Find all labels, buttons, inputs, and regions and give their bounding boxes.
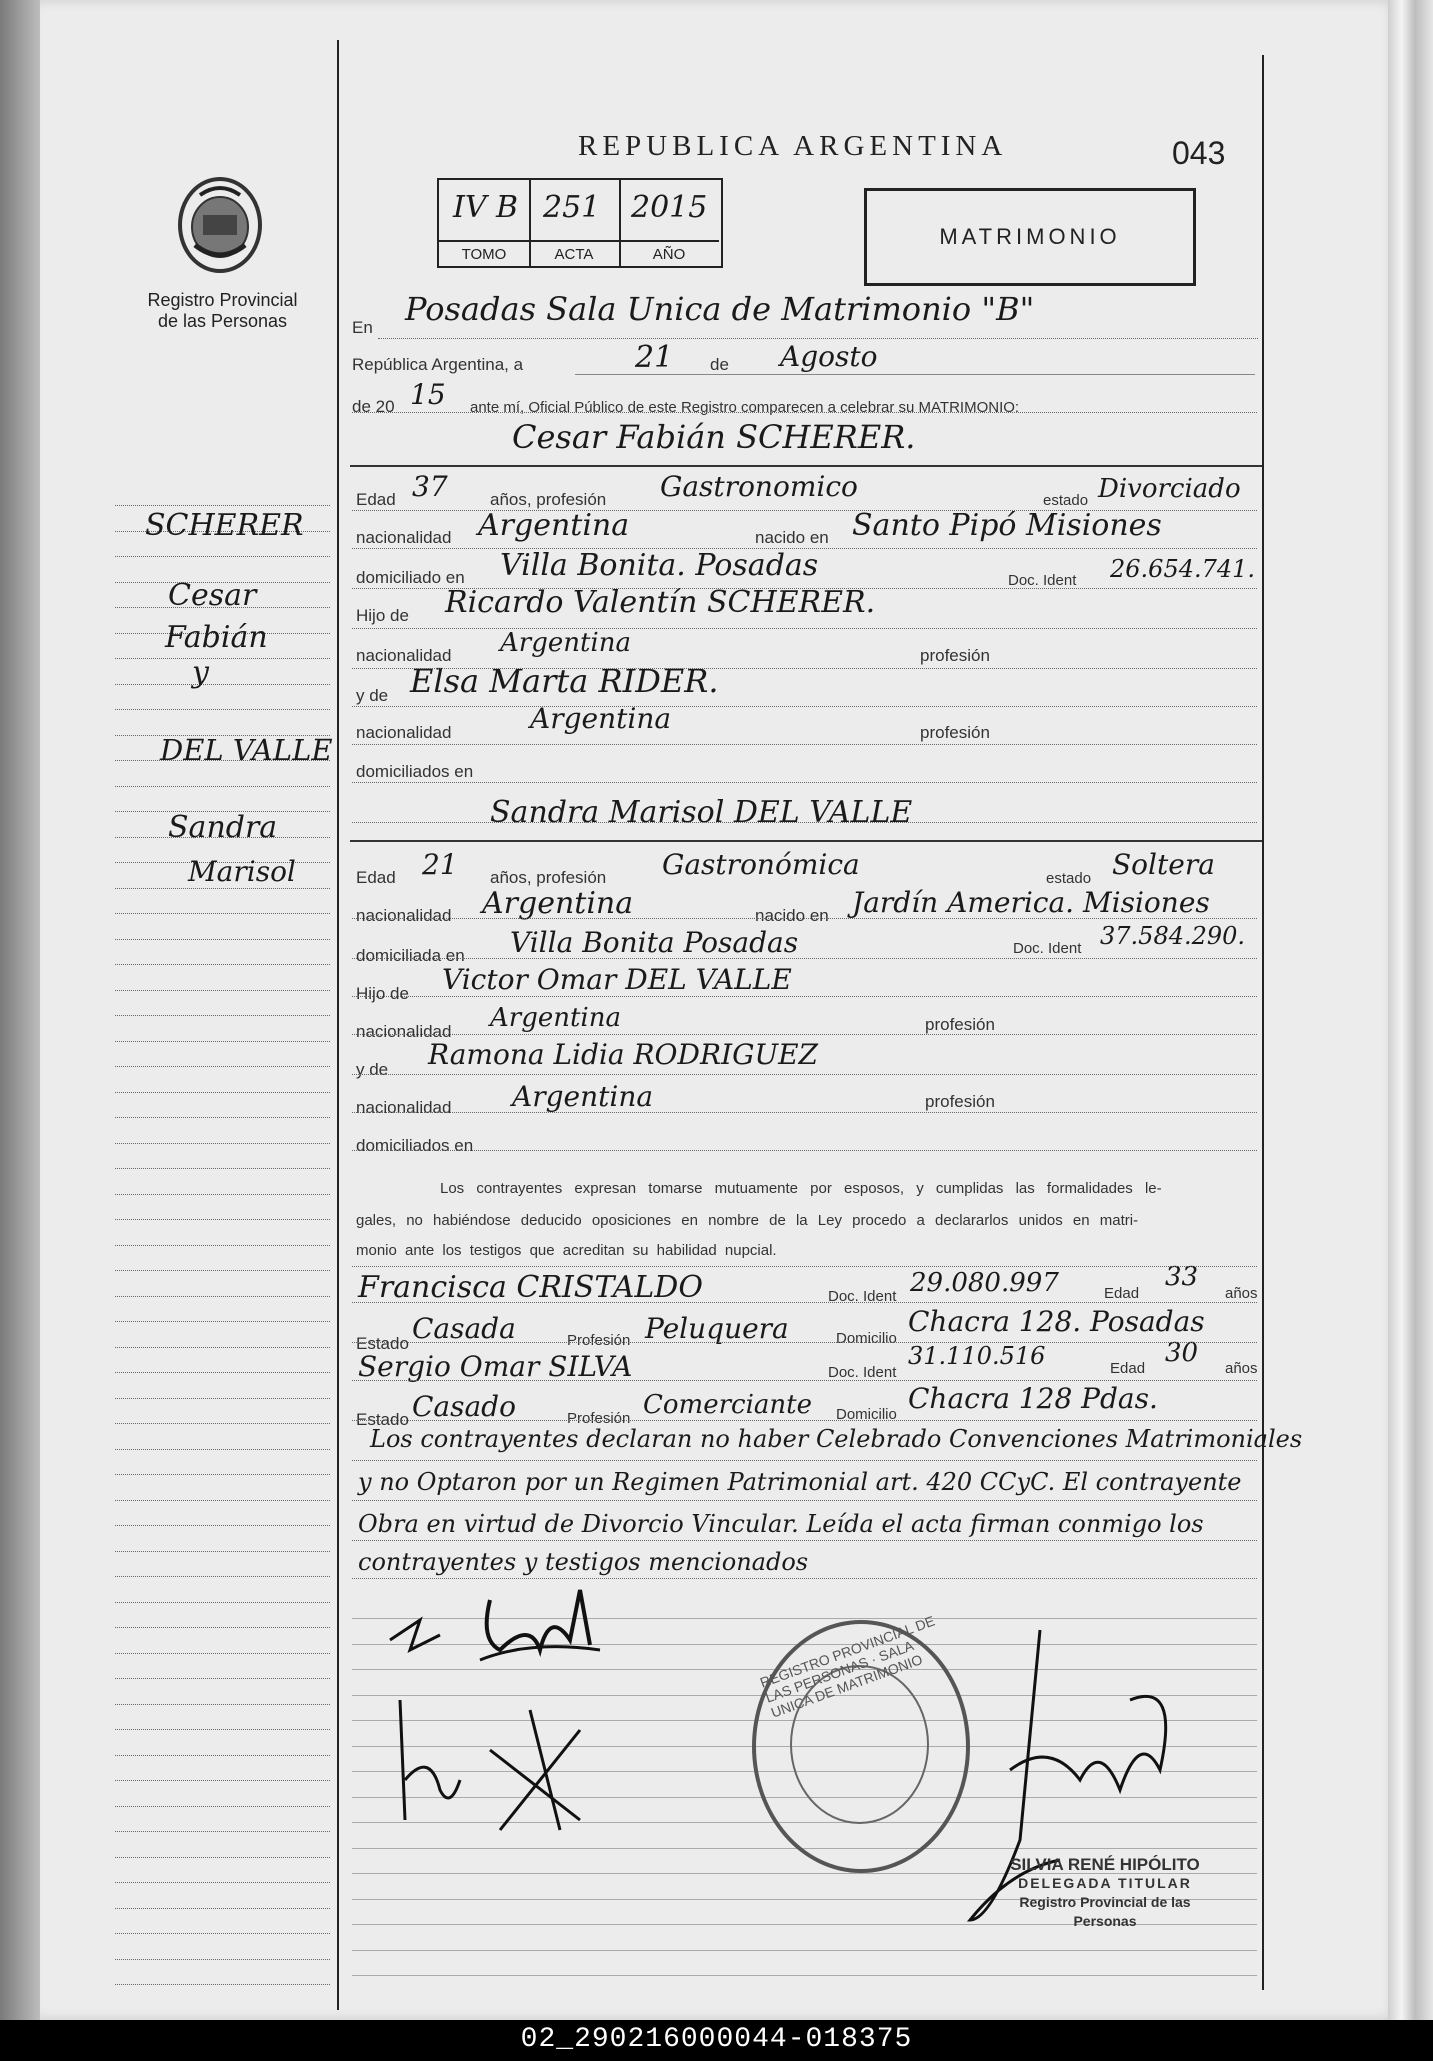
margin-rule (115, 1296, 330, 1297)
groom-nacionalidad-label: nacionalidad (356, 528, 452, 547)
book-binding-shadow (0, 0, 40, 2020)
image-code: 02_290216000044-018375 (520, 2024, 913, 2055)
acta-cell (529, 180, 621, 240)
groom-mother: Elsa Marta RIDER. (410, 662, 719, 700)
margin-rule (115, 1474, 330, 1475)
margin-rule (115, 1041, 330, 1042)
en-label: En (352, 318, 373, 337)
main-rule (352, 996, 1257, 997)
anio-value: 2015 (631, 190, 708, 225)
main-rule (352, 1150, 1257, 1151)
margin-groom-name2: Fabián (165, 620, 268, 655)
bride-profession: Gastronómica (662, 848, 860, 881)
groom-name-line (350, 465, 1262, 467)
margin-rule (115, 1321, 330, 1322)
margin-rule (115, 1449, 330, 1450)
margin-rule (115, 939, 330, 940)
groom-doc: 26.654.741. (1110, 555, 1256, 583)
groom-domiciliado-label: domiciliado en (356, 568, 465, 587)
declaration-line3: monio ante los testigos que acreditan su habilidad nupcial. (356, 1242, 777, 1259)
main-rule (352, 822, 1257, 823)
margin-rule (115, 913, 330, 914)
margin-rule (115, 1219, 330, 1220)
bride-name-line (350, 840, 1262, 842)
groom-nacido-label: nacido en (755, 528, 829, 547)
bride-domiciliada-label: domiciliada en (356, 946, 465, 965)
main-rule (352, 1578, 1257, 1579)
bride-domicile: Villa Bonita Posadas (510, 926, 799, 959)
witness2-domicilio-label: Domicilio (836, 1406, 897, 1423)
main-rule (352, 1266, 1257, 1267)
declaration-line1: Los contrayentes expresan tomarse mutuamente por esposos, y cumplidas las formalidades le- (440, 1180, 1162, 1197)
official-text: ante mí, Oficial Público de este Registro comparecen a celebrar su MATRIMONIO: (470, 399, 1020, 416)
groom-birthplace: Santo Pipó Misiones (852, 508, 1162, 543)
main-rule (352, 628, 1257, 629)
bride-mother-nat-label: nacionalidad (356, 1098, 452, 1117)
month-value: Agosto (780, 340, 878, 373)
acta-value: 251 (543, 190, 601, 225)
witness1-edad-label: Edad (1104, 1285, 1140, 1302)
main-rule (352, 510, 1257, 511)
bride-estado: Soltera (1112, 848, 1215, 881)
place-line (378, 338, 1258, 339)
bride-estado-label: estado (1046, 870, 1092, 887)
margin-rule (115, 684, 330, 685)
margin-rule (115, 1245, 330, 1246)
margin-rule (115, 1831, 330, 1832)
page-number: 043 (1172, 135, 1226, 171)
groom-father-nat-label: nacionalidad (356, 646, 452, 665)
acta-label: ACTA (529, 240, 621, 268)
official-role: DELEGADA TITULAR (1018, 1875, 1192, 1891)
witness2-doc-label: Doc. Ident (828, 1364, 897, 1381)
bride-domiciliados-label: domiciliados en (356, 1136, 474, 1155)
notes-line2: y no Optaron por un Regimen Patrimonial art. 420 CCyC. El contrayente (358, 1468, 1242, 1496)
main-rule (352, 1302, 1257, 1303)
margin-rule (115, 1959, 330, 1960)
act-type-box: MATRIMONIO (864, 188, 1196, 286)
tomo-label: TOMO (439, 240, 531, 268)
tomo-value: IV B (453, 190, 519, 225)
witness2-estado: Casado (412, 1390, 516, 1423)
groom-father: Ricardo Valentín SCHERER. (445, 585, 876, 620)
witness1-anios-label: años (1225, 1285, 1258, 1302)
margin-rule (115, 1423, 330, 1424)
main-rule (352, 744, 1257, 745)
registry-name (120, 290, 325, 332)
bride-birthplace: Jardín America. Misiones (852, 886, 1210, 919)
witness1-name: Francisca CRISTALDO (358, 1270, 703, 1305)
bride-mother-nat: Argentina (512, 1080, 654, 1113)
margin-rule (115, 1602, 330, 1603)
republica-label: República Argentina, a (352, 355, 524, 374)
main-rule (352, 958, 1257, 959)
witness2-profesion-label: Profesión (567, 1410, 631, 1427)
main-rule (352, 588, 1257, 589)
main-rule (352, 412, 1257, 413)
main-rule (352, 548, 1257, 549)
official-institution: Registro Provincial de las Personas (1019, 1894, 1191, 1929)
margin-bride-name1: Sandra (168, 810, 278, 845)
main-rule (352, 1500, 1257, 1501)
main-rule (352, 1034, 1257, 1035)
margin-rule (115, 1551, 330, 1552)
tomo-acta-anio-box (437, 178, 723, 268)
bride-nationality: Argentina (482, 886, 634, 921)
margin-rule (115, 1780, 330, 1781)
margin-rule (115, 1806, 330, 1807)
main-rule (352, 918, 1257, 919)
margin-rule (115, 1194, 330, 1195)
margin-rule (115, 1168, 330, 1169)
date-line (575, 374, 1255, 375)
page-stack-edge (1388, 0, 1433, 2020)
margin-rule (115, 1500, 330, 1501)
notes-line1: Los contrayentes declaran no haber Celebrado Convenciones Matrimoniales (370, 1425, 1303, 1453)
groom-edad-label: Edad (356, 490, 396, 509)
witness2-edad-label: Edad (1110, 1360, 1146, 1377)
margin-rule (115, 1525, 330, 1526)
anio-label: AÑO (619, 240, 719, 268)
declaration-line2: gales, no habiéndose deducido oposiciones en nombre de la Ley procedo a declararlos unidos en matri- (356, 1212, 1139, 1229)
misiones-coat-of-arms-icon (175, 175, 265, 275)
anio-cell (619, 180, 719, 240)
groom-hijo-label: Hijo de (356, 606, 409, 625)
bride-hijo-label: Hijo de (356, 984, 409, 1003)
margin-rule (115, 1653, 330, 1654)
witness1-profession: Peluquera (645, 1312, 789, 1345)
contrayentes-signatures (380, 1580, 620, 1840)
witness1-estado-label: Estado (356, 1334, 409, 1353)
margin-bride-name2: Marisol (188, 855, 296, 888)
margin-connector: y (192, 655, 209, 690)
bride-father-nat-label: nacionalidad (356, 1022, 452, 1041)
groom-mother-nat: Argentina (530, 702, 672, 735)
right-border-line (1262, 55, 1264, 1990)
margin-rule (115, 1908, 330, 1909)
margin-rule (115, 1143, 330, 1144)
bride-full-name: Sandra Marisol DEL VALLE (490, 795, 913, 830)
margin-rule (115, 556, 330, 557)
bride-father: Victor Omar DEL VALLE (442, 963, 792, 996)
main-rule (352, 1112, 1257, 1113)
groom-profession: Gastronomico (660, 470, 858, 503)
main-rule (352, 1380, 1257, 1381)
bride-nacionalidad-label: nacionalidad (356, 906, 452, 925)
witness1-domicilio-label: Domicilio (836, 1330, 897, 1347)
day-value: 21 (635, 340, 674, 375)
groom-yde-label: y de (356, 686, 389, 705)
groom-mother-prof-label: profesión (920, 723, 990, 742)
main-rule (352, 706, 1257, 707)
registry-seal-text: REGISTRO PROVINCIAL DE LAS PERSONAS · SALA UNICA DE MATRIMONIO (757, 1612, 937, 1721)
groom-estado: Divorciado (1098, 474, 1241, 504)
margin-rule (115, 1398, 330, 1399)
groom-doc-label: Doc. Ident (1008, 572, 1077, 589)
year-suffix: 15 (410, 378, 446, 411)
groom-father-prof-label: profesión (920, 646, 990, 665)
margin-rule (115, 1627, 330, 1628)
year-prefix: de 20 (352, 397, 395, 416)
main-rule (352, 1540, 1257, 1541)
margin-rule (115, 1857, 330, 1858)
witness1-doc: 29.080.997 (910, 1268, 1059, 1298)
witness2-domicile: Chacra 128 Pdas. (908, 1382, 1158, 1415)
main-rule (352, 1460, 1257, 1461)
place-value: Posadas Sala Unica de Matrimonio "B" (405, 290, 1035, 328)
bride-doc: 37.584.290. (1100, 922, 1246, 950)
margin-rule (115, 1678, 330, 1679)
bride-anios-label: años, profesión (490, 868, 607, 887)
margin-rule (115, 1270, 330, 1271)
witness1-doc-label: Doc. Ident (828, 1288, 897, 1305)
margin-groom-surname: SCHERER (145, 508, 304, 543)
margin-rule (115, 505, 330, 506)
official-stamp (990, 1855, 1220, 1931)
groom-full-name: Cesar Fabián SCHERER. (512, 418, 916, 456)
margin-groom-name1: Cesar (168, 578, 257, 613)
witness1-profesion-label: Profesión (567, 1332, 631, 1349)
margin-rule (115, 1576, 330, 1577)
margin-rule (115, 1372, 330, 1373)
groom-nationality: Argentina (478, 508, 630, 543)
groom-age: 37 (412, 470, 448, 503)
groom-father-nat: Argentina (500, 628, 631, 658)
main-rule (352, 1420, 1257, 1421)
witness1-domicile: Chacra 128. Posadas (908, 1305, 1205, 1338)
margin-rule (115, 1704, 330, 1705)
witness2-age: 30 (1165, 1338, 1199, 1368)
margin-rule (115, 1729, 330, 1730)
groom-anios-label: años, profesión (490, 490, 607, 509)
official-name: SILVIA RENÉ HIPÓLITO (1010, 1855, 1200, 1874)
registry-name-line2: de las Personas (157, 311, 288, 331)
margin-divider-line (337, 40, 339, 2010)
main-rule (352, 1074, 1257, 1075)
margin-rule (115, 1984, 330, 1985)
bride-mother: Ramona Lidia RODRIGUEZ (428, 1038, 818, 1071)
witness1-estado: Casada (412, 1312, 516, 1345)
bride-age: 21 (422, 848, 458, 881)
bride-father-prof-label: profesión (925, 1015, 995, 1034)
witness2-anios-label: años (1225, 1360, 1258, 1377)
notes-line4: contrayentes y testigos mencionados (358, 1548, 809, 1576)
signature-rule (352, 1975, 1257, 1976)
witness2-estado-label: Estado (356, 1410, 409, 1429)
margin-rule (115, 964, 330, 965)
main-rule (352, 782, 1257, 783)
margin-rule (115, 1092, 330, 1093)
groom-domicile: Villa Bonita. Posadas (500, 548, 819, 583)
margin-rule (115, 1015, 330, 1016)
margin-rule (115, 786, 330, 787)
margin-rule (115, 1117, 330, 1118)
registry-name-line1: Registro Provincial (147, 290, 298, 310)
margin-rule (115, 658, 330, 659)
bride-father-nat: Argentina (490, 1003, 621, 1033)
witness2-doc: 31.110.516 (908, 1342, 1046, 1370)
bride-doc-label: Doc. Ident (1013, 940, 1082, 957)
bride-nacido-label: nacido en (755, 906, 829, 925)
witness2-profession: Comerciante (643, 1390, 812, 1420)
groom-estado-label: estado (1043, 492, 1089, 509)
bride-edad-label: Edad (356, 868, 396, 887)
margin-rule (115, 1066, 330, 1067)
main-rule (352, 1342, 1257, 1343)
margin-rule (115, 1933, 330, 1934)
main-rule (352, 668, 1257, 669)
page-title: REPUBLICA ARGENTINA (578, 130, 1008, 162)
margin-rule (115, 1755, 330, 1756)
de-label: de (710, 355, 729, 374)
witness1-age: 33 (1165, 1262, 1199, 1292)
margin-rule (115, 1882, 330, 1883)
witness2-name: Sergio Omar SILVA (358, 1350, 633, 1383)
tomo-cell (439, 180, 531, 240)
groom-mother-nat-label: nacionalidad (356, 723, 452, 742)
groom-domiciliados-label: domiciliados en (356, 762, 474, 781)
margin-rule (115, 1347, 330, 1348)
margin-rule (115, 990, 330, 991)
notes-line3: Obra en virtud de Divorcio Vincular. Leída el acta firman conmigo los (358, 1510, 1204, 1538)
margin-bride-surname: DEL VALLE (160, 733, 333, 767)
bride-mother-prof-label: profesión (925, 1092, 995, 1111)
bride-yde-label: y de (356, 1060, 389, 1079)
margin-rule (115, 709, 330, 710)
